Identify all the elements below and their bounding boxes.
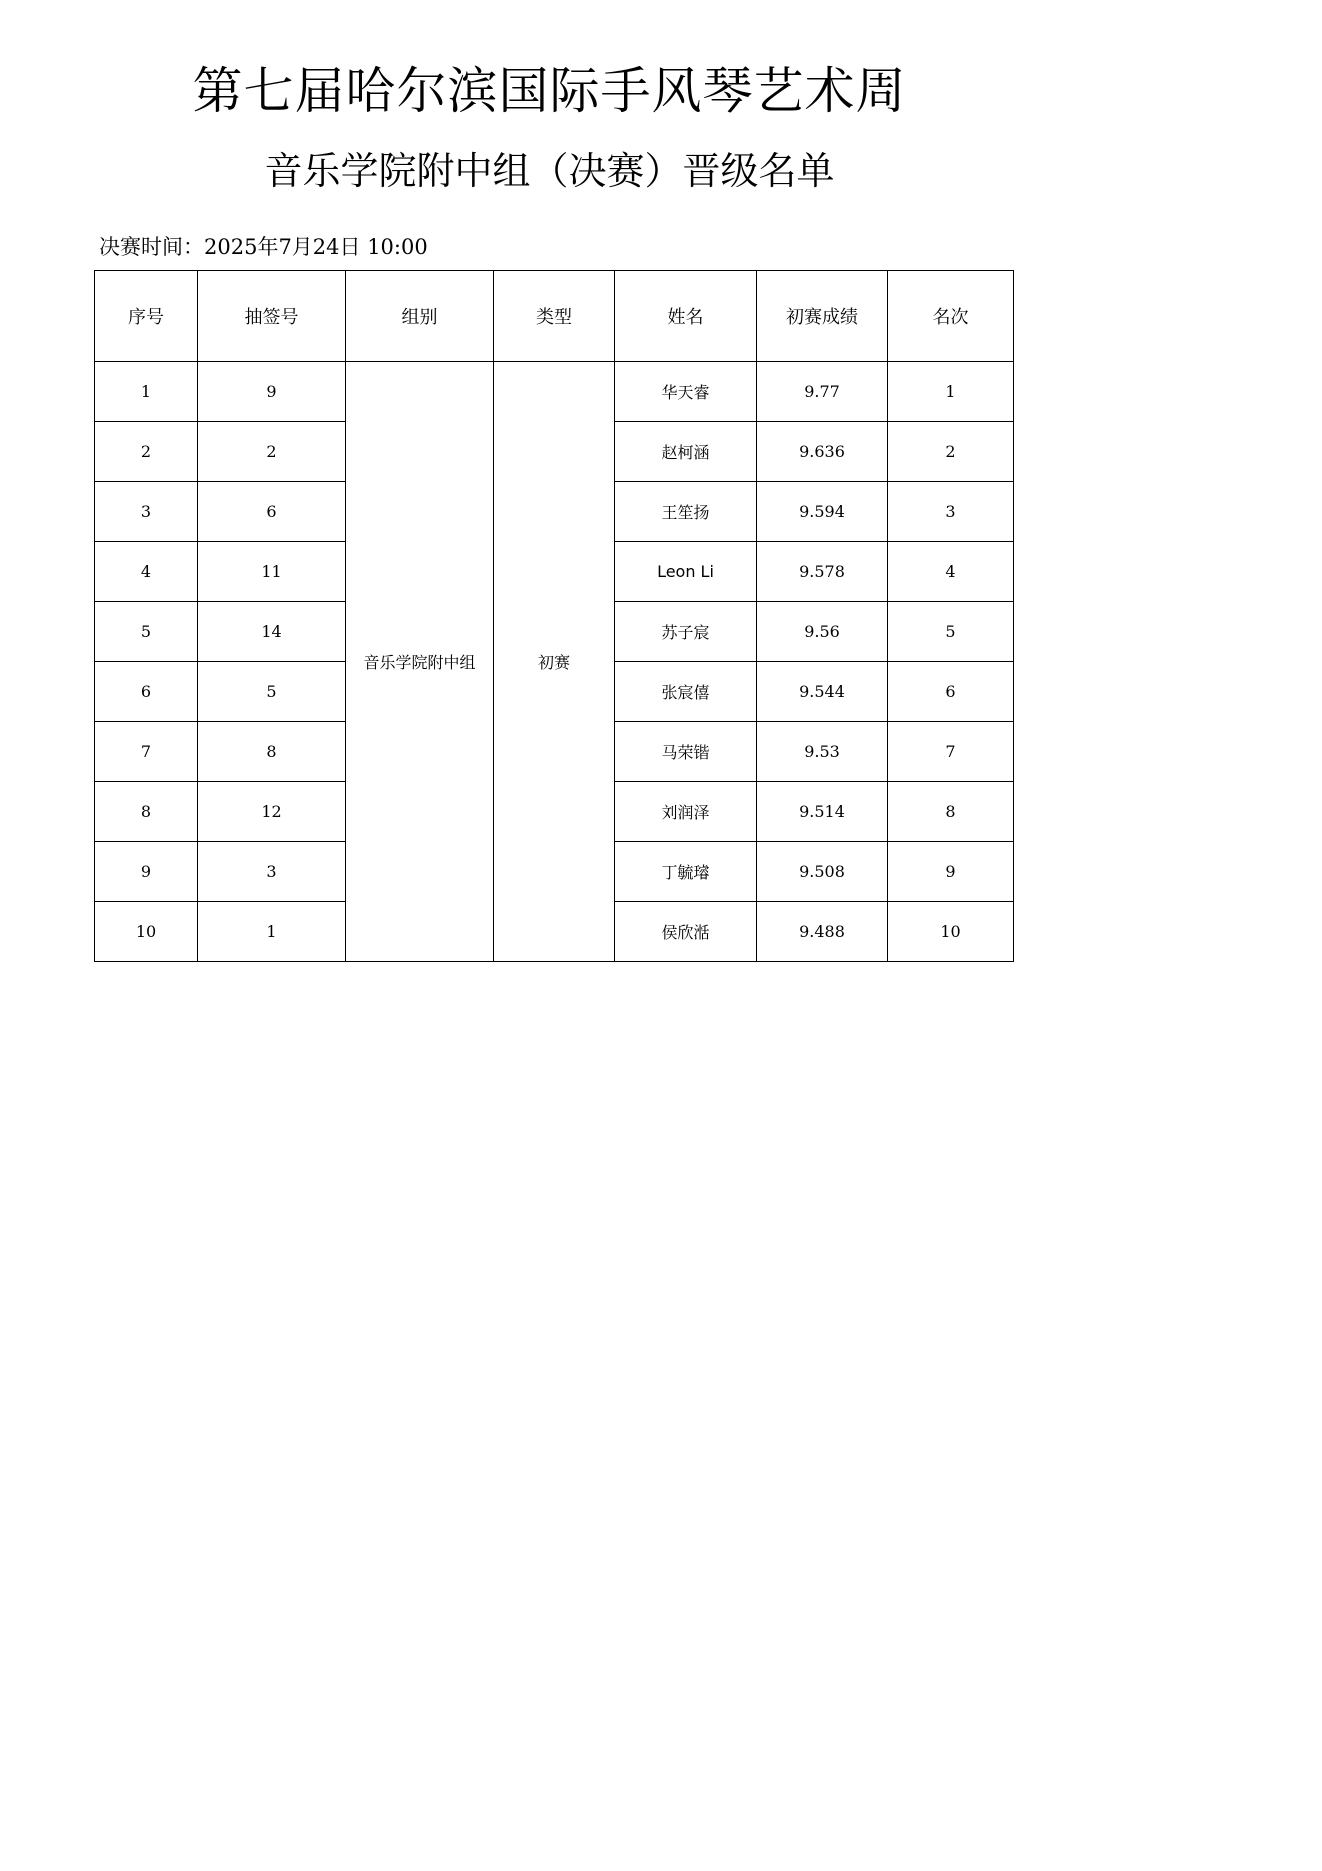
cell-name: Leon Li — [615, 542, 757, 602]
header-group: 组别 — [346, 271, 494, 362]
cell-draw-number: 14 — [198, 602, 346, 662]
table-body — [95, 362, 1014, 962]
header-prelim-score: 初赛成绩 — [757, 271, 888, 362]
cell-name: 刘润泽 — [615, 782, 757, 842]
cell-prelim-score: 9.594 — [757, 482, 888, 542]
final-schedule-text: 决赛时间：2025年7月24日 10:00 — [99, 235, 428, 259]
cell-name: 赵柯涵 — [615, 422, 757, 482]
cell-prelim-score: 9.53 — [757, 722, 888, 782]
cell-seq: 4 — [95, 542, 198, 602]
cell-prelim-score: 9.56 — [757, 602, 888, 662]
cell-rank: 4 — [888, 542, 1014, 602]
cell-seq: 5 — [95, 602, 198, 662]
header-draw-number: 抽签号 — [198, 271, 346, 362]
cell-name: 张宸僖 — [615, 662, 757, 722]
cell-draw-number: 11 — [198, 542, 346, 602]
cell-draw-number: 12 — [198, 782, 346, 842]
cell-draw-number: 3 — [198, 842, 346, 902]
cell-prelim-score: 9.544 — [757, 662, 888, 722]
table-row — [95, 362, 1014, 422]
header-type: 类型 — [494, 271, 615, 362]
cell-rank: 9 — [888, 842, 1014, 902]
cell-name: 侯欣湉 — [615, 902, 757, 962]
cell-prelim-score: 9.578 — [757, 542, 888, 602]
document-title: 第七届哈尔滨国际手风琴艺术周 — [192, 62, 907, 120]
cell-name: 苏子宸 — [615, 602, 757, 662]
cell-rank: 3 — [888, 482, 1014, 542]
cell-group: 音乐学院附中组 — [346, 362, 494, 962]
cell-rank: 6 — [888, 662, 1014, 722]
cell-draw-number: 6 — [198, 482, 346, 542]
cell-seq: 9 — [95, 842, 198, 902]
qualifier-table — [94, 270, 1014, 962]
cell-name: 马荣锴 — [615, 722, 757, 782]
cell-rank: 5 — [888, 602, 1014, 662]
cell-prelim-score: 9.636 — [757, 422, 888, 482]
cell-draw-number: 8 — [198, 722, 346, 782]
header-name: 姓名 — [615, 271, 757, 362]
cell-seq: 10 — [95, 902, 198, 962]
cell-prelim-score: 9.508 — [757, 842, 888, 902]
cell-rank: 2 — [888, 422, 1014, 482]
cell-draw-number: 5 — [198, 662, 346, 722]
cell-seq: 2 — [95, 422, 198, 482]
cell-seq: 8 — [95, 782, 198, 842]
cell-seq: 3 — [95, 482, 198, 542]
cell-name: 华天睿 — [615, 362, 757, 422]
cell-type: 初赛 — [494, 362, 615, 962]
table-header — [95, 271, 1014, 362]
cell-seq: 7 — [95, 722, 198, 782]
header-rank: 名次 — [888, 271, 1014, 362]
cell-seq: 6 — [95, 662, 198, 722]
table-header-row — [95, 271, 1014, 362]
cell-prelim-score: 9.77 — [757, 362, 888, 422]
cell-name: 丁毓璿 — [615, 842, 757, 902]
cell-rank: 7 — [888, 722, 1014, 782]
header-seq: 序号 — [95, 271, 198, 362]
cell-rank: 1 — [888, 362, 1014, 422]
cell-draw-number: 2 — [198, 422, 346, 482]
cell-rank: 8 — [888, 782, 1014, 842]
cell-name: 王笙扬 — [615, 482, 757, 542]
cell-seq: 1 — [95, 362, 198, 422]
cell-prelim-score: 9.514 — [757, 782, 888, 842]
cell-prelim-score: 9.488 — [757, 902, 888, 962]
document-subtitle: 音乐学院附中组（决赛）晋级名单 — [264, 149, 835, 193]
cell-draw-number: 1 — [198, 902, 346, 962]
cell-draw-number: 9 — [198, 362, 346, 422]
cell-rank: 10 — [888, 902, 1014, 962]
